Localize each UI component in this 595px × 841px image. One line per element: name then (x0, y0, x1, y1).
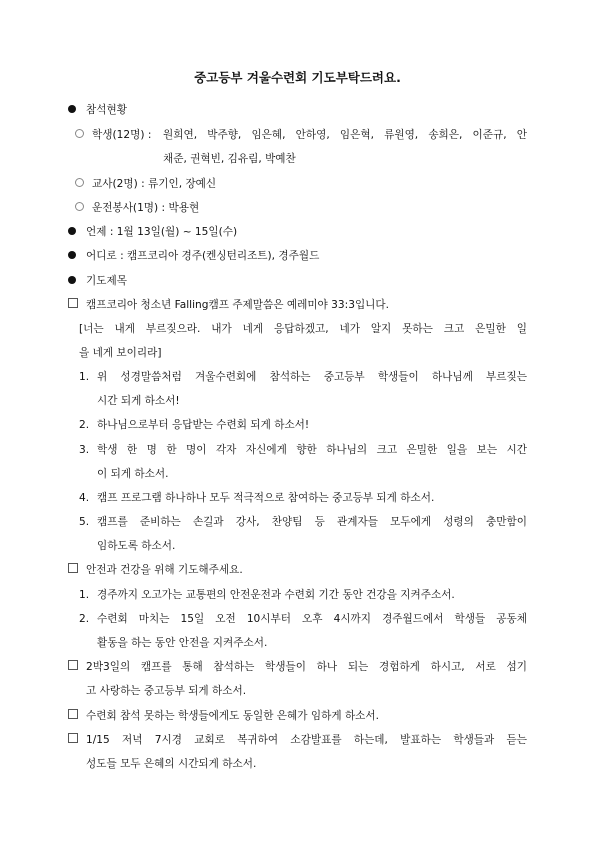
section1-item-5 (79, 515, 97, 529)
verse-line2: 을 네게 보이리라] (79, 347, 162, 359)
prayer-heading: 기도제목 (86, 275, 127, 287)
verse-line1: [너는 내게 부르짖으라. 내가 네게 응답하겠고, 네가 알지 못하는 크고 은밀한 일 (79, 323, 527, 335)
page-title: 중고등부 겨울수련회 기도부탁드려요. (194, 70, 401, 85)
where-row (68, 249, 319, 263)
bullet-dot-icon (68, 105, 76, 113)
item-number: 2. (79, 419, 90, 431)
section4-line1: 수련회 참석 못하는 학생들에게도 동일한 은혜가 임하게 하소서. (86, 710, 380, 722)
section1-item-3 (79, 443, 97, 457)
item-number: 4. (79, 492, 90, 504)
checkbox-square-icon (68, 660, 78, 670)
section5-line2: 성도들 모두 은혜의 시간되게 하소서. (86, 758, 257, 770)
students-names-line2: 채준, 권혁빈, 김유림, 박예찬 (163, 153, 296, 165)
attendance-heading-row (68, 103, 127, 117)
checkbox-square-icon (68, 563, 78, 573)
bullet-circle-icon (75, 202, 84, 211)
section2-item-1-line1: 경주까지 오고가는 교통편의 안전운전과 수련회 기간 동안 건강을 지켜주소서. (97, 589, 455, 601)
item-number: 3. (79, 444, 90, 456)
item-number: 5. (79, 516, 90, 528)
section5-row (68, 733, 86, 747)
students-names-line1: 원희연, 박주향, 임은혜, 안하영, 임은혁, 류원영, 송희은, 이준규, 안 (163, 129, 527, 141)
section1-item-1-line2: 시간 되게 하소서! (97, 395, 180, 407)
bullet-circle-icon (75, 129, 84, 138)
section5-line1: 1/15 저녁 7시경 교회로 복귀하여 소감발표를 하는데, 발표하는 학생들과 듣는 (86, 734, 527, 746)
section1-item-1-line1: 위 성경말씀처럼 겨울수련회에 참석하는 중고등부 학생들이 하나님께 부르짖는 (97, 371, 527, 383)
teachers-text: 교사(2명) : 류기인, 장예신 (92, 178, 217, 190)
section1-item-2-line1: 하나님으로부터 응답받는 수련회 되게 하소서! (97, 419, 310, 431)
bullet-dot-icon (68, 276, 76, 284)
item-number: 1. (79, 371, 90, 383)
section4-row (68, 709, 379, 723)
section1-item-3-line2: 이 되게 하소서. (97, 468, 169, 480)
bullet-dot-icon (68, 251, 76, 259)
when-row (68, 225, 237, 239)
section2-item-2-line1: 수련회 마치는 15일 오전 10시부터 오후 4시까지 경주월드에서 학생들 공동체 (97, 613, 527, 625)
section2-intro: 안전과 건강을 위해 기도해주세요. (86, 564, 243, 576)
section1-item-3-line1: 학생 한 명 한 명이 각자 자신에게 향한 하나님의 크고 은밀한 일을 보는 시간 (97, 444, 527, 456)
driver-text: 운전봉사(1명) : 박용현 (92, 202, 200, 214)
item-number: 1. (79, 589, 90, 601)
section1-item-4 (79, 491, 434, 505)
section2-item-2 (79, 612, 97, 626)
section3-row (68, 660, 86, 674)
section1-intro-row (68, 298, 389, 312)
section1-item-1 (79, 370, 97, 384)
section2-item-2-line2: 활동을 하는 동안 안전을 지켜주소서. (97, 637, 268, 649)
prayer-heading-row (68, 274, 127, 288)
section2-intro-row (68, 563, 243, 577)
where-text: 어디로 : 캠프코리아 경주(켄싱턴리조트), 경주월드 (86, 250, 320, 262)
driver-row (75, 201, 199, 215)
section3-line1: 2박3일의 캠프를 통해 참석하는 학생들이 하나 되는 경험하게 하시고, 서로 섬기 (86, 661, 527, 673)
teachers-row (75, 177, 216, 191)
students-label: 학생(12명) : (92, 129, 152, 141)
checkbox-square-icon (68, 709, 78, 719)
attendance-heading: 참석현황 (86, 104, 127, 116)
section3-line2: 고 사랑하는 중고등부 되게 하소서. (86, 685, 247, 697)
when-text: 언제 : 1월 13일(월) ~ 15일(수) (86, 226, 238, 238)
section1-intro: 캠프코리아 청소년 Falling캠프 주제말씀은 예레미야 33:3입니다. (86, 299, 390, 311)
checkbox-square-icon (68, 298, 78, 308)
students-row (75, 128, 151, 142)
section1-item-2 (79, 418, 309, 432)
section1-item-4-line1: 캠프 프로그램 하나하나 모두 적극적으로 참여하는 중고등부 되게 하소서. (97, 492, 435, 504)
bullet-dot-icon (68, 227, 76, 235)
section1-item-5-line2: 임하도록 하소서. (97, 540, 176, 552)
checkbox-square-icon (68, 733, 78, 743)
section1-item-5-line1: 캠프를 준비하는 손길과 강사, 찬양팀 등 관계자들 모두에게 성령의 충만함이 (97, 516, 527, 528)
section2-item-1 (79, 588, 455, 602)
item-number: 2. (79, 613, 90, 625)
bullet-circle-icon (75, 178, 84, 187)
